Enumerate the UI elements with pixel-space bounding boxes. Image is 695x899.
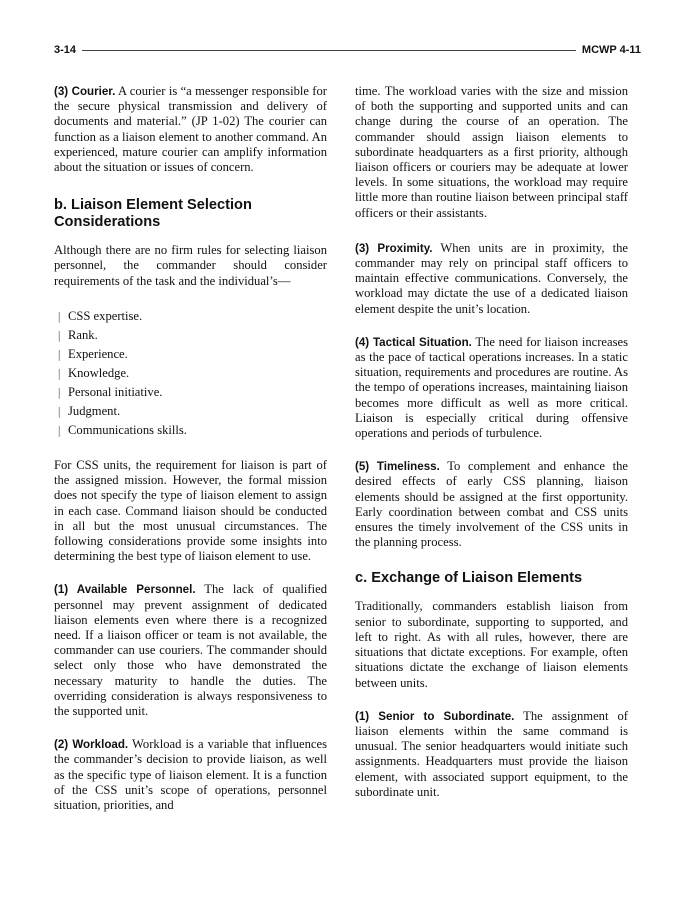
section-b-heading: b. Liaison Element Selection Considerations [54, 197, 252, 231]
senior-to-subordinate-paragraph: (1) Senior to Subordinate. The assignment of liaison elements within the same command is unusual. The senior headquarters would initiate such assignments. Headquarters must provide the liaison element, with associated support equipment, to the subordinate unit. [355, 708, 628, 799]
bullet-icon: │ [56, 368, 63, 379]
bullet-icon: │ [56, 387, 63, 398]
workload-paragraph: (2) Workload. Workload is a variable that influences the commander’s decision to provide liaison, as well as the specific type of liaison element. It is a function of the CSS unit’s scope of operations, personnel situation, priorities, and [54, 737, 327, 813]
publication-id: MCWP 4-11 [581, 44, 641, 56]
tactical-situation-paragraph: (4) Tactical Situation. The need for liaison increases as the pace of tactical operations increases. In a static situation, requirements and procedures are routine. As the tempo of operations increases, maintaining liaison becomes more difficult as well as more critical. Liaison is especially critical during offensive operations and periods of turbulence. [355, 334, 628, 441]
left-column [54, 84, 327, 828]
courier-paragraph [54, 84, 327, 175]
list-item: │ Knowledge. [54, 366, 327, 381]
section-b-paragraph-2: For CSS units, the requirement for liaison is part of the assigned mission. However, the formal mission does not specify the type of liaison element to assign in each case. Command liaison should be conducted in all but the most unusual circumstances. The following considerations provide some insights into determining the best type of liaison element to use. [54, 458, 327, 564]
section-c-intro: Traditionally, commanders establish liaison from senior to subordinate, supporting to supported, and left to right. As with all rules, however, there are situations that dictate exceptions. For example, often situations dictate the exchange of liaison elements between units. [355, 599, 628, 690]
timeliness-run-in: (5) Timeliness. [355, 460, 440, 474]
list-item: │ Communications skills. [54, 423, 327, 438]
list-item: │ Experience. [54, 347, 327, 362]
proximity-run-in: (3) Proximity. [355, 241, 433, 255]
list-item: │ Judgment. [54, 404, 327, 419]
workload-run-in: (2) Workload. [54, 738, 129, 752]
list-item: │ Personal initiative. [54, 385, 327, 400]
section-b-intro: Although there are no firm rules for selecting liaison personnel, the commander should consider requirements of the task and the individual’s— [54, 243, 327, 288]
bullet-icon: │ [56, 425, 63, 436]
list-item: │ CSS expertise. [54, 309, 327, 324]
tactical-situation-run-in: (4) Tactical Situation. [355, 335, 472, 349]
available-personnel-run-in: (1) Available Personnel. [54, 583, 196, 597]
header-rule [82, 50, 576, 51]
bullet-icon: │ [56, 406, 63, 417]
bullet-icon: │ [56, 349, 63, 360]
bullet-icon: │ [56, 330, 63, 341]
section-c-heading: c. Exchange of Liaison Elements [355, 570, 583, 587]
bullet-icon: │ [56, 311, 63, 322]
page-number: 3-14 [54, 44, 77, 56]
list-item: │ Rank. [54, 328, 327, 343]
courier-run-in: (3) Courier. [54, 85, 116, 98]
available-personnel-paragraph: (1) Available Personnel. The lack of qualified personnel may prevent assignment of dedicated liaison elements even where there is a recognized need. If a liaison officer or team is not available, the commander can use couriers. The commander should select only those who have demonstrated the necessary maturity to handle the duties. The overriding consideration is always responsiveness to the supported unit. [54, 582, 327, 719]
timeliness-paragraph: (5) Timeliness. To complement and enhance the desired effects of early CSS planning, liaison elements should be assigned at the first opportunity. Early coordination between combat and CSS units ensures the timely involvement of the CSS units in the planning process. [355, 459, 628, 550]
proximity-paragraph: (3) Proximity. When units are in proximity, the commander may rely on principal staff officers to maintain effective communications. Conversely, the workload may dictate the use of a dedicated liaison element despite the unit’s location. [355, 240, 628, 316]
courier-text: A courier is “a messenger responsible for the secure physical transmission and delivery of documents and material.” (JP 1-02) The courier can function as a liaison element to another command. An experienced, mature courier can amplify information about the situation or issues of concern. [54, 84, 327, 175]
qualification-list [54, 309, 327, 438]
workload-continuation: time. The workload varies with the size and mission of both the supporting and supported units and can change during the course of an operation. The commander should assign liaison elements to subordinate headquarters as a first priority, although liaison officers or couriers may be adequate at lower levels. In some situations, the workload may require little more than routine liaison between principal staff officers or their assistants. [355, 84, 628, 220]
right-column [355, 84, 628, 815]
senior-to-subordinate-run-in: (1) Senior to Subordinate. [355, 709, 515, 723]
page-header [54, 42, 641, 58]
